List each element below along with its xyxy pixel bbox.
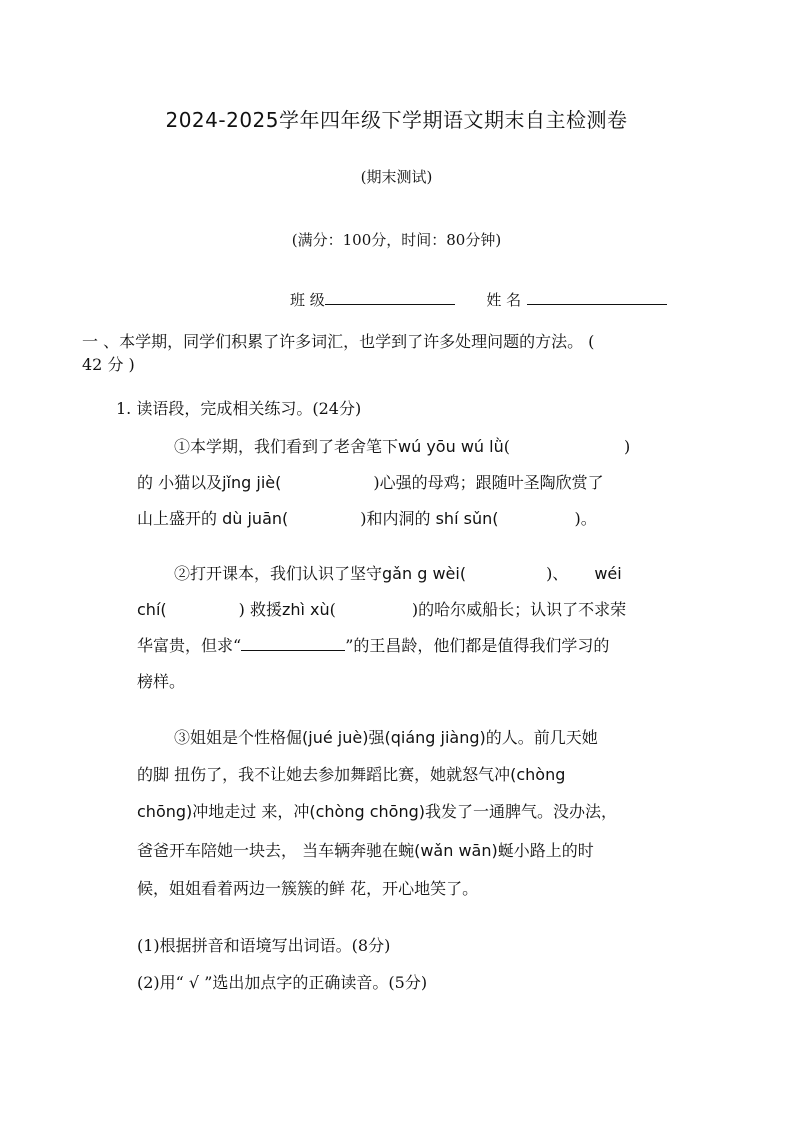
passage2-line1 <box>174 561 622 584</box>
text: 强 <box>368 728 385 747</box>
text: 蜒小路上的时 <box>497 841 594 860</box>
passage3-line3 <box>137 799 617 822</box>
text: )、 <box>546 564 569 583</box>
text: 的 小猫以及 <box>137 473 223 492</box>
name-label: 姓 名 <box>486 291 522 309</box>
pinyin: dù juān( <box>222 509 289 528</box>
passage3-line2 <box>137 762 565 785</box>
pinyin: (jué juè) <box>302 728 369 747</box>
passage3-line1 <box>174 725 598 748</box>
pinyin: shí sǔn( <box>435 509 499 528</box>
subquestion-2: (2)用“ √ ”选出加点字的正确读音。(5分) <box>137 973 428 992</box>
text: )。 <box>574 509 597 528</box>
text: )和内洞的 <box>360 509 436 528</box>
text: ) 救援 <box>238 600 282 619</box>
text: 我发了一通脾气。没办法， <box>424 802 617 821</box>
pinyin: wú yōu wú lǜ <box>398 437 504 456</box>
exam-subtitle: (期末测试) <box>360 168 433 186</box>
pinyin: wéi <box>594 564 622 583</box>
text: ③姐姐是个性格倔 <box>174 728 303 747</box>
pinyin: (qiáng jiàng) <box>384 728 486 747</box>
bracket-open: ( <box>503 437 510 456</box>
text: 冲地走过 来，冲 <box>192 802 310 821</box>
pinyin: (chòng <box>510 765 566 784</box>
passage3-line5: 候，姐姐看着两边一簇簇的鲜 花，开心地笑了。 <box>137 879 479 898</box>
text: ”的王昌龄，他们都是值得我们学习的 <box>345 636 610 655</box>
pinyin: (chòng chōng) <box>309 802 425 821</box>
score-time-info: (满分：100分，时间：80分钟) <box>291 231 502 249</box>
answer-underline[interactable] <box>241 636 345 651</box>
text: 的脚 扭伤了，我不让她去参加舞蹈比赛，她就怒气冲 <box>137 765 511 784</box>
name-field[interactable] <box>527 290 667 305</box>
text: ( <box>329 600 336 619</box>
passage1-line2 <box>137 470 604 493</box>
section1-heading-line1: 一 、本学期，同学们积累了许多词汇，也学到了许多处理问题的方法。 ( <box>82 332 595 351</box>
text: 的人。前几天她 <box>485 728 598 747</box>
page-title: 2024-2025学年四年级下学期语文期末自主检测卷 <box>165 108 628 132</box>
text: ①本学期，我们看到了老舍笔下 <box>174 437 399 456</box>
student-info-row <box>290 289 667 310</box>
section1-heading-line2: 42 分 ) <box>82 355 135 374</box>
class-field[interactable] <box>325 290 455 305</box>
text: ②打开课本，我们认识了坚守 <box>174 564 383 583</box>
pinyin: zhì xù <box>281 600 330 619</box>
pinyin: (wǎn wān) <box>414 841 498 860</box>
passage3-line4 <box>137 838 594 861</box>
text: 爸爸开车陪她一块去， 当车辆奔驰在蜿 <box>137 841 415 860</box>
pinyin: chōng) <box>137 802 193 821</box>
bracket-close: ) <box>623 437 631 456</box>
question1-title: 1. 读语段，完成相关练习。(24分) <box>116 399 362 418</box>
text: 华富贵，但求“ <box>137 636 242 655</box>
pinyin: chí( <box>137 600 167 619</box>
text: 山上盛开的 <box>137 509 223 528</box>
text: )心强的母鸡；跟随叶圣陶欣赏了 <box>373 473 604 492</box>
passage2-line2 <box>137 597 626 620</box>
pinyin: gǎn g wèi( <box>382 564 467 583</box>
subquestion-1: (1)根据拼音和语境写出词语。(8分) <box>137 936 391 955</box>
passage2-line4: 榜样。 <box>137 672 186 691</box>
text: )的哈尔威船长；认识了不求荣 <box>411 600 627 619</box>
passage1-line1 <box>174 434 630 457</box>
class-label: 班 级 <box>290 291 325 309</box>
pinyin: jǐng jiè( <box>222 473 282 492</box>
passage2-line3 <box>137 633 609 656</box>
passage1-line3 <box>137 506 597 529</box>
